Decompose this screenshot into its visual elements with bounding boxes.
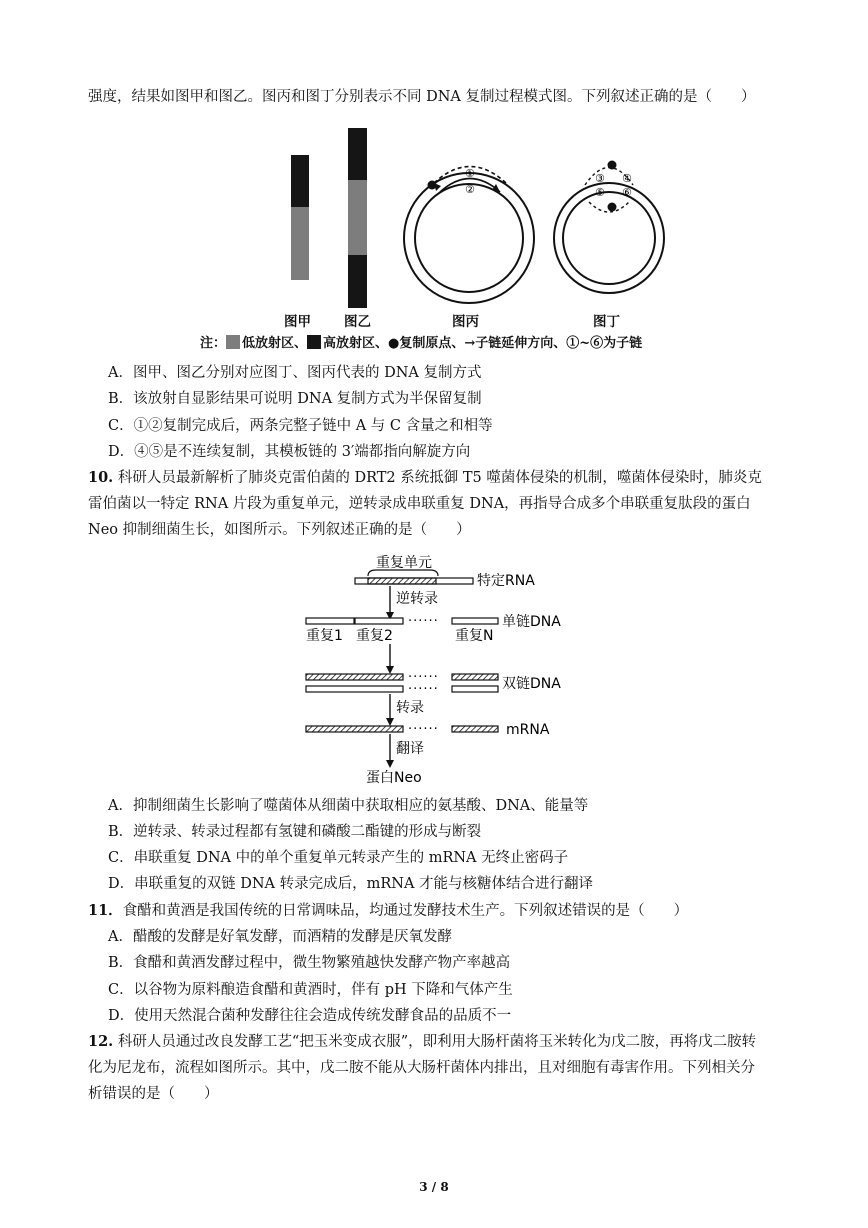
note-origin: ●复制原点、→子链延伸方向、①~⑥为子链 [388, 336, 643, 351]
protein-neo-label: 蛋白Neo [366, 770, 422, 786]
specific-rna-label: 特定RNA [477, 573, 535, 589]
reverse-transcription-label: 逆转录 [396, 591, 438, 607]
dots-2: ······ [408, 670, 439, 685]
q10-text-1: 科研人员最新解析了肺炎克雷伯菌的 DRT2 系统抵御 T5 噬菌体侵染的机制，噬菌体侵染时，肺炎克 [117, 470, 762, 486]
q11-stem [88, 901, 688, 921]
label-c2: ② [465, 183, 475, 196]
dna-replication-figures [0, 0, 868, 330]
note-low: 低放射区、 [242, 336, 308, 351]
q11-option-a: A．醋酸的发酵是好氧发酵，而酒精的发酵是厌氧发酵 [108, 929, 452, 945]
q11-option-b: B．食醋和黄酒发酵过程中，微生物繁殖越快发酵产物产率越高 [108, 955, 511, 971]
q11-option-c: C．以谷物为原料酿造食醋和黄酒时，伴有 pH 下降和气体产生 [108, 982, 513, 998]
fig-bing-label: 图丙 [452, 314, 479, 330]
page-number: 3 / 8 [419, 1180, 449, 1194]
high-swatch [307, 335, 321, 349]
q12-line-2: 化为尼龙布，流程如图所示。其中，戊二胺不能从大肠杆菌体内排出，且对细胞有毒害作用。下列相关分 [88, 1060, 755, 1076]
q10-option-c: C．串联重复 DNA 中的单个重复单元转录产生的 mRNA 无终止密码子 [108, 850, 569, 866]
q9-option-a: A．图甲、图乙分别对应图丁、图丙代表的 DNA 复制方式 [108, 365, 482, 381]
q9-option-b: B．该放射自显影结果可说明 DNA 复制方式为半保留复制 [108, 391, 482, 407]
note-high: 高放射区、 [323, 336, 389, 351]
figure-ding-ring [554, 161, 664, 294]
q10-number: 10. [88, 469, 114, 486]
figure-yi-band [348, 128, 367, 308]
fig-yi-label: 图乙 [344, 314, 371, 330]
mrna-label: mRNA [506, 722, 550, 738]
q12-number: 12. [88, 1033, 114, 1050]
q9-intro: 强度，结果如图甲和图乙。图丙和图丁分别表示不同 DNA 复制过程模式图。下列叙述正确的是（ ） [88, 89, 756, 105]
repeat1-label: 重复1 [306, 628, 343, 644]
q10-option-d: D．串联重复的双链 DNA 转录完成后，mRNA 才能与核糖体结合进行翻译 [108, 876, 594, 892]
q9-option-c: C．①②复制完成后，两条完整子链中 A 与 C 含量之和相等 [108, 418, 493, 434]
transcription-label: 转录 [396, 700, 424, 716]
q11-number: 11． [88, 902, 123, 919]
q12-line-1 [88, 1032, 756, 1052]
q10-line-1 [88, 468, 762, 488]
q10-line-2: 雷伯菌以一特定 RNA 片段为重复单元，逆转录成串联重复 DNA，再指导合成多个串联重复肽段的蛋白 [88, 496, 751, 512]
label-c6: ⑥ [622, 186, 632, 199]
fig-jia-label: 图甲 [284, 314, 311, 330]
translation-label: 翻译 [396, 741, 424, 757]
figure-jia-band [291, 155, 309, 280]
q10-option-b: B．逆转录、转录过程都有氢键和磷酸二酯键的形成与断裂 [108, 824, 482, 840]
repeat2-label: 重复2 [356, 628, 393, 644]
figure-note [200, 332, 642, 351]
q12-line-3: 析错误的是（ ） [88, 1086, 219, 1102]
note-prefix: 注： [200, 336, 227, 351]
low-swatch [226, 335, 240, 349]
neo-synthesis-diagram [0, 540, 868, 800]
repeatN-label: 重复N [455, 628, 494, 644]
dots-1: ······ [408, 614, 439, 629]
dots-3: ······ [408, 682, 439, 697]
repeat-unit-label: 重复单元 [376, 555, 432, 571]
dots-4: ······ [408, 722, 439, 737]
dsdna-label: 双链DNA [502, 676, 561, 692]
q10-option-a: A．抑制细菌生长影响了噬菌体从细菌中获取相应的氨基酸、DNA、能量等 [108, 798, 589, 814]
ssdna-label: 单链DNA [502, 614, 561, 630]
label-c4: ④ [622, 172, 632, 185]
label-c5: ⑤ [595, 186, 605, 199]
q10-line-3: Neo 抑制细菌生长，如图所示。下列叙述正确的是（ ） [88, 522, 471, 538]
fig-ding-label: 图丁 [593, 314, 620, 330]
q12-text-1: 科研人员通过改良发酵工艺“把玉米变成衣服”，即利用大肠杆菌将玉米转化为戊二胺，再将戊二胺转 [117, 1034, 757, 1050]
q11-text: 食醋和黄酒是我国传统的日常调味品，均通过发酵技术生产。下列叙述错误的是（ ） [122, 903, 689, 919]
label-c1: ① [465, 167, 475, 180]
q9-option-d: D．④⑤是不连续复制，其模板链的 3′端都指向解旋方向 [108, 444, 471, 460]
label-c3: ③ [595, 172, 605, 185]
q11-option-d: D．使用天然混合菌种发酵往往会造成传统发酵食品的品质不一 [108, 1008, 512, 1024]
